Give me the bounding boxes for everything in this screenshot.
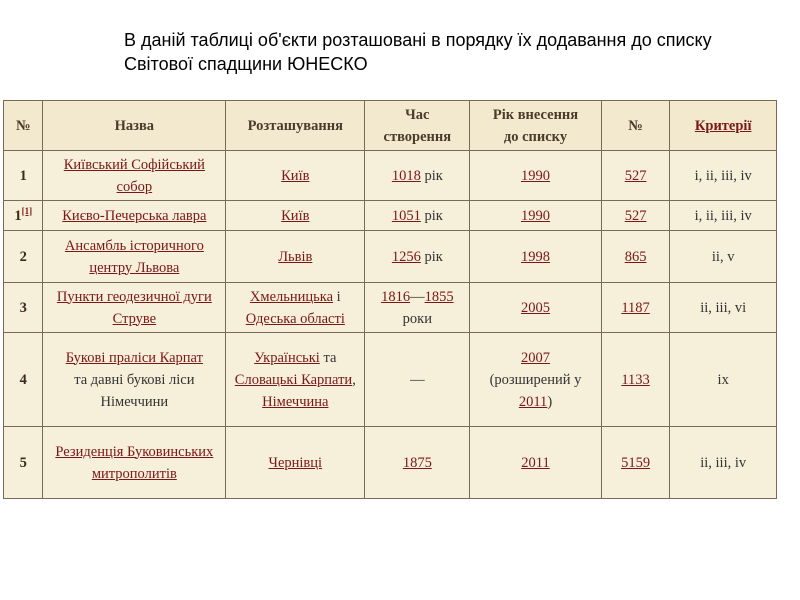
row-time-link[interactable]: 1051 <box>391 207 421 224</box>
row-location-cell <box>226 231 365 283</box>
row-criteria: ii, v <box>670 231 777 283</box>
row-year-link[interactable]: 2011 <box>521 454 550 471</box>
row-name-cell <box>43 231 226 283</box>
row-num <box>4 201 43 231</box>
row-year-link[interactable]: 2007 <box>521 349 550 366</box>
heritage-table <box>3 100 777 499</box>
row-time-suffix: рік <box>420 207 443 224</box>
row-num: 1 <box>4 151 43 201</box>
row-time-link-b[interactable]: 1855 <box>424 288 454 305</box>
row-num: 5 <box>4 427 43 499</box>
row-location-cell <box>226 151 365 201</box>
table-row <box>4 201 777 231</box>
row-location-mid: і <box>333 288 341 305</box>
header-time-line1: Час <box>405 106 430 123</box>
row-name-cell <box>43 201 226 231</box>
header-year-line2: до списку <box>503 128 568 145</box>
row-criteria: ii, iii, vi <box>670 283 777 333</box>
row-id-link[interactable]: 5159 <box>621 454 651 471</box>
row-location-link-c[interactable]: Німеччина <box>262 393 329 410</box>
row-name-cell <box>43 333 226 427</box>
row-time: — <box>365 333 470 427</box>
row-criteria: i, ii, iii, iv <box>670 201 777 231</box>
row-time-link[interactable]: 1018 <box>391 167 421 184</box>
row-location-sep: , <box>352 371 356 388</box>
row-location-link[interactable]: Київ <box>281 207 310 224</box>
row-year-cell <box>470 427 602 499</box>
row-name-cell <box>43 427 226 499</box>
row-location-cell <box>226 333 365 427</box>
row-criteria: ii, iii, iv <box>670 427 777 499</box>
header-time-line2: створення <box>383 128 452 145</box>
row-location-link-b[interactable]: Одеська області <box>245 310 345 327</box>
row-location-link-b[interactable]: Словацькі Карпати <box>234 371 353 388</box>
row-id-link[interactable]: 1187 <box>621 299 650 316</box>
row-time-cell <box>365 151 470 201</box>
row-name-link[interactable]: Букові праліси Карпат <box>65 349 203 366</box>
header-id: № <box>601 101 670 151</box>
row-criteria: ix <box>670 333 777 427</box>
row-id-link[interactable]: 865 <box>624 248 647 265</box>
row-id-cell <box>601 333 670 427</box>
row-year-link[interactable]: 1998 <box>521 248 550 265</box>
row-year-link[interactable]: 2005 <box>521 299 550 316</box>
row-name-link[interactable]: Києво-Печерська лавра <box>62 207 207 224</box>
footnote-link[interactable]: [1] <box>21 205 33 216</box>
row-year-cell <box>470 151 602 201</box>
row-year-note-post: ) <box>547 393 553 410</box>
row-year-cell <box>470 201 602 231</box>
row-location-link[interactable]: Чернівці <box>268 454 323 471</box>
table-row <box>4 333 777 427</box>
row-id-link[interactable]: 1133 <box>621 371 650 388</box>
row-year-note-pre: (розширений у <box>489 371 582 388</box>
row-location-cell <box>226 427 365 499</box>
row-name-link[interactable]: Резиденція Буковинських митрополитів <box>55 443 214 482</box>
row-id-cell <box>601 231 670 283</box>
table-header-row <box>4 101 777 151</box>
header-time <box>365 101 470 151</box>
row-time-link[interactable]: 1256 <box>391 248 421 265</box>
header-num: № <box>4 101 43 151</box>
header-criteria-link[interactable]: Критерії <box>694 117 752 134</box>
header-criteria <box>670 101 777 151</box>
row-time-suffix: рік <box>420 248 443 265</box>
row-time-dash: — <box>410 288 425 305</box>
row-num: 4 <box>4 333 43 427</box>
row-year-cell <box>470 231 602 283</box>
row-id-link[interactable]: 527 <box>624 167 647 184</box>
row-num-text: 1 <box>14 207 22 224</box>
row-id-link[interactable]: 527 <box>624 207 647 224</box>
row-name-rest: та давні букові ліси Німеччини <box>74 371 195 410</box>
row-id-cell <box>601 283 670 333</box>
row-id-cell <box>601 201 670 231</box>
row-location-cell <box>226 201 365 231</box>
row-time-cell <box>365 427 470 499</box>
row-year-cell <box>470 333 602 427</box>
row-id-cell <box>601 427 670 499</box>
row-name-cell <box>43 283 226 333</box>
table-row <box>4 427 777 499</box>
row-year-link[interactable]: 1990 <box>521 207 550 224</box>
row-num: 2 <box>4 231 43 283</box>
table-row <box>4 151 777 201</box>
row-time-cell <box>365 283 470 333</box>
row-year-cell <box>470 283 602 333</box>
row-location-link[interactable]: Київ <box>281 167 310 184</box>
row-id-cell <box>601 151 670 201</box>
header-name: Назва <box>43 101 226 151</box>
row-location-link-a[interactable]: Хмельницька <box>249 288 334 305</box>
row-criteria: i, ii, iii, iv <box>670 151 777 201</box>
row-time-cell <box>365 231 470 283</box>
intro-text: В даній таблиці об'єкти розташовані в порядку їх додавання до списку Світової спадщини ЮНЕСКО <box>124 30 712 74</box>
row-time-cell <box>365 201 470 231</box>
row-location-link-a[interactable]: Українські <box>254 349 320 366</box>
row-location-cell <box>226 283 365 333</box>
table-row <box>4 283 777 333</box>
row-name-link[interactable]: Київський Софійський собор <box>63 156 205 195</box>
table-row <box>4 231 777 283</box>
header-location: Розташування <box>226 101 365 151</box>
row-num: 3 <box>4 283 43 333</box>
row-year-note-link[interactable]: 2011 <box>518 393 548 410</box>
header-year <box>470 101 602 151</box>
row-name-link[interactable]: Ансамбль історичного центру Львова <box>64 237 204 276</box>
header-year-line1: Рік внесення <box>492 106 579 123</box>
row-name-link[interactable]: Пункти геодезичної дуги Струве <box>56 288 212 327</box>
row-name-cell <box>43 151 226 201</box>
row-location-link[interactable]: Львів <box>278 248 313 265</box>
row-location-mid: та <box>319 349 337 366</box>
row-time-suffix: роки <box>402 310 432 327</box>
row-time-suffix: рік <box>420 167 443 184</box>
row-year-link[interactable]: 1990 <box>521 167 550 184</box>
row-time-link[interactable]: 1875 <box>402 454 432 471</box>
row-time-link-a[interactable]: 1816 <box>381 288 411 305</box>
